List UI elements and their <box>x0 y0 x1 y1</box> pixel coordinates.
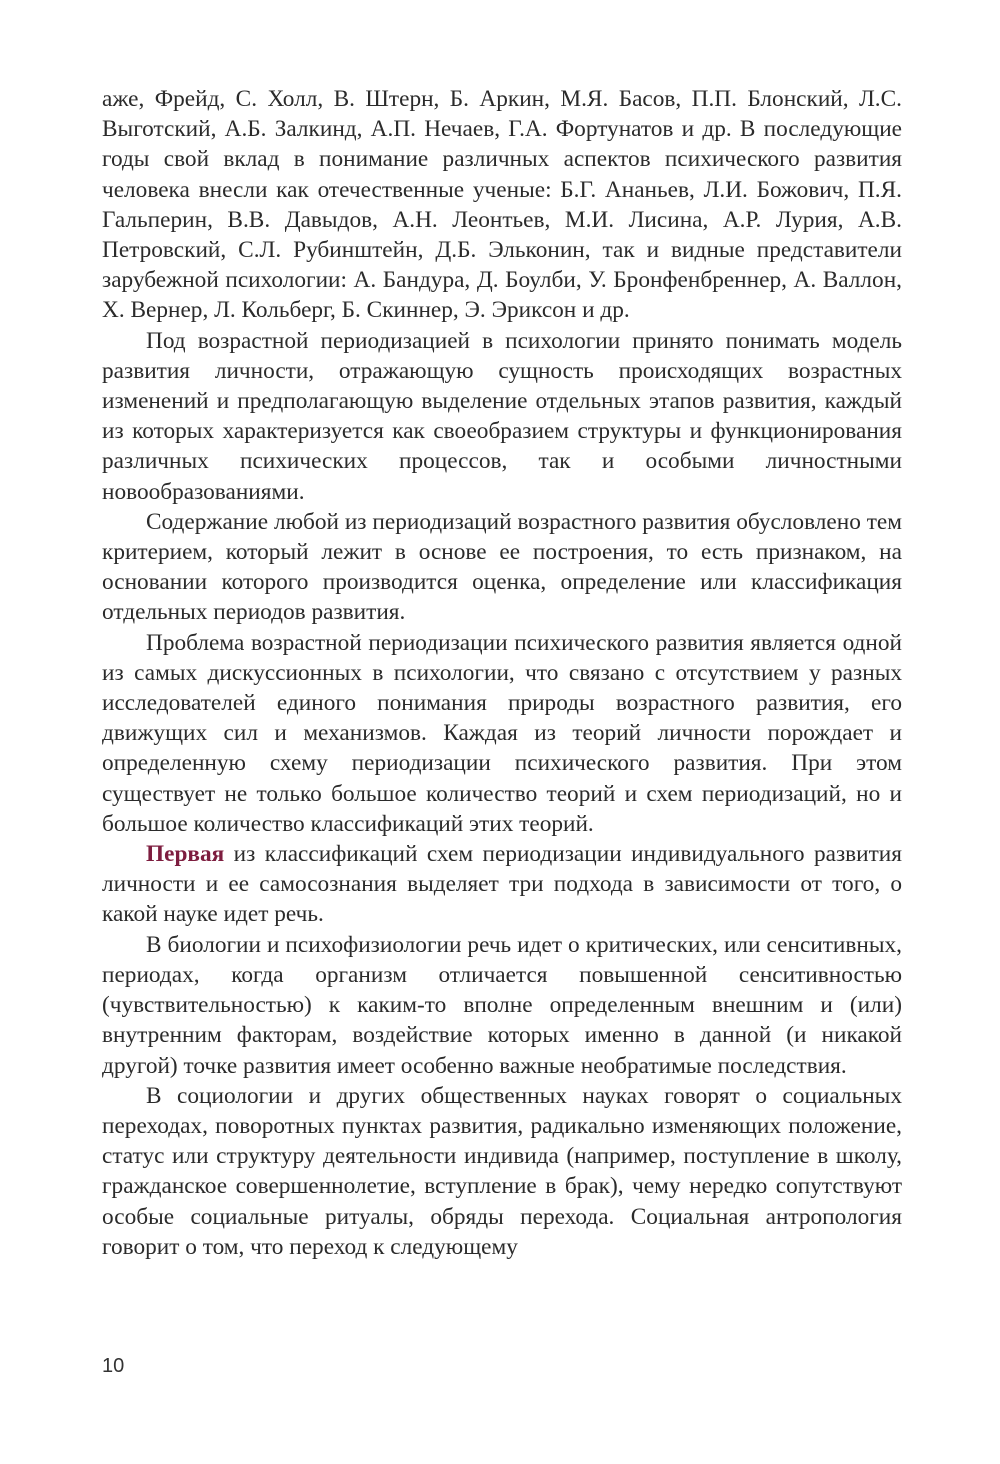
paragraph-first-classification-text: из классификаций схем периодизации индивидуального развития личности и ее самосознания выделяет три подхода в зависимости от того, о какой науке идет речь. <box>102 841 902 928</box>
paragraph-first-classification <box>102 839 902 930</box>
paragraph-scientists-list: аже, Фрейд, С. Холл, В. Штерн, Б. Аркин, М.Я. Басов, П.П. Блонский, Л.С. Выготский, А.Б. Залкинд, А.П. Нечаев, Г.А. Фортунатов и др. В последующие годы свой вклад в понимание различных аспектов психического развития человека внесли как отечественные ученые: Б.Г. Ананьев, Л.И. Божович, П.Я. Гальперин, В.В. Давыдов, А.Н. Леонтьев, М.И. Лисина, А.Р. Лурия, А.В. Петровский, С.Л. Рубинштейн, Д.Б. Эльконин, так и видные представители зарубежной психологии: А. Бандура, Д. Боулби, У. Бронфенбреннер, А. Валлон, Х. Вернер, Л. Кольберг, Б. Скиннер, Э. Эриксон и др. <box>102 86 902 324</box>
paragraph-biology-approach: В биологии и психофизиологии речь идет о критических, или сенситивных, периодах, когда организм отличается повышенной сенситивностью (чувствительностью) к каким-то вполне определенным внешним и (или) внутренним факторам, воздействие которых именно в данной (и никакой другой) точке развития имеет особенно важные необратимые последствия. <box>102 931 902 1079</box>
page-number: 10 <box>102 1355 125 1377</box>
paragraph-sociology-approach: В социологии и других общественных науках говорят о социальных переходах, поворотных пунктах развития, радикально изменяющих положение, статус или структуру деятельности индивида (например, поступление в школу, гражданское совершеннолетие, вступление в брак), чему нередко сопутствуют особые социальные ритуалы, обряды перехода. Социальная антропология говорит о том, что переход к следующему <box>102 1082 902 1260</box>
page-body <box>102 84 902 1262</box>
paragraph-periodization-problem: Проблема возрастной периодизации психического развития является одной из самых дискуссионных в психологии, что связано с отсутствием у разных исследователей единого понимания природы возрастного развития, его движущих сил и механизмов. Каждая из теорий личности порождает и определенную схему периодизации психического развития. При этом существует не только большое количество теорий и схем периодизаций, но и большое количество классификаций этих теорий. <box>102 629 902 837</box>
paragraph-periodization-definition: Под возрастной периодизацией в психологии принято понимать модель развития личности, отражающую сущность происходящих возрастных изменений и предполагающую выделение отдельных этапов развития, каждый из которых характеризуется как своеобразием структуры и функционирования различных психических процессов, так и особыми личностными новообразованиями. <box>102 327 902 505</box>
paragraph-periodization-criterion: Содержание любой из периодизаций возрастного развития обусловлено тем критерием, который лежит в основе ее построения, то есть признаком, на основании которого производится оценка, определение или классификация отдельных периодов развития. <box>102 508 902 626</box>
accent-term-first: Первая <box>146 841 225 868</box>
